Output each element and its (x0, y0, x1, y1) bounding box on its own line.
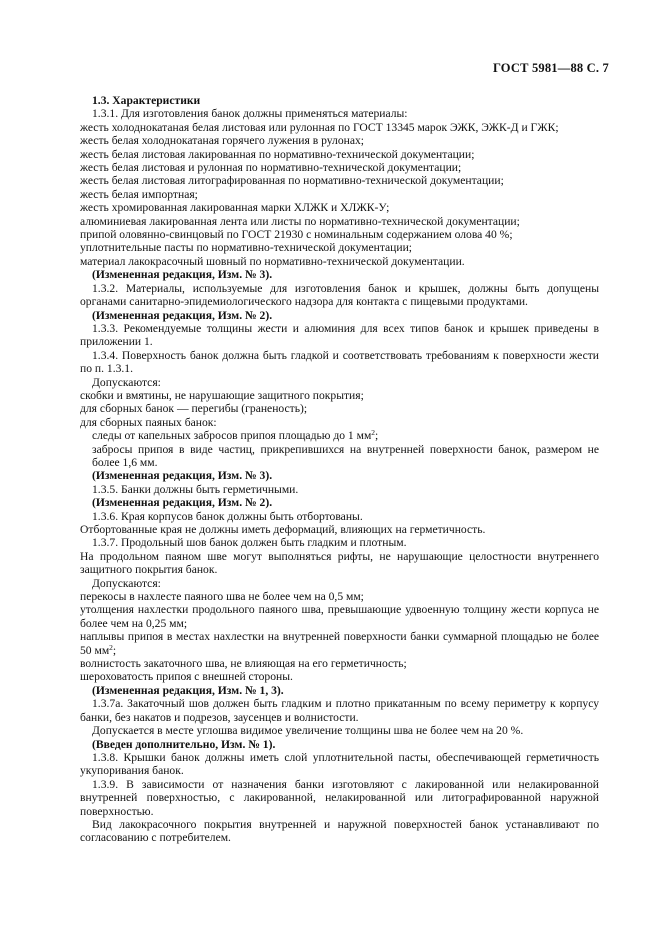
material-item: жесть холоднокатаная белая листовая или рулонная по ГОСТ 13345 марок ЭЖК, ЭЖК-Д и ГЖК; (80, 120, 559, 134)
material-item: жесть белая листовая и рулонная по нормативно-технической документации; (80, 161, 462, 175)
material-item: припой оловянно-свинцовый по ГОСТ 21930 с номинальным содержанием олова 40 %; (80, 228, 513, 242)
clause-1-3-6: 1.3.6. Края корпусов банок должны быть отбортованы. (92, 509, 363, 523)
amendment-note: (Введен дополнительно, Изм. № 1). (92, 737, 276, 751)
allowance-text: следы от капельных забросов припоя площадью до 1 мм (92, 429, 372, 443)
allowance-item: для сборных банок — перегибы (граненость); (80, 402, 308, 416)
allowed-label: Допускаются: (92, 576, 161, 590)
clause-1-3-1: 1.3.1. Для изготовления банок должны применяться материалы: (92, 107, 408, 121)
clause-1-3-5: 1.3.5. Банки должны быть герметичными. (92, 482, 299, 496)
amendment-note: (Измененная редакция, Изм. № 3). (92, 268, 273, 282)
clause-1-3-4: 1.3.4. Поверхность банок должна быть гладкой и соответствовать требованиям к поверхности жести по п. 1.3.1. (80, 348, 599, 376)
allowance-subitem: забросы припоя в виде частиц, прикрепившихся на внутренней поверхности банок, размером не более 1,6 мм. (92, 442, 599, 469)
allowance-text: наплывы припоя в местах нахлестки на внутренней поверхности банки суммарной площадью не более 50 мм (80, 630, 599, 657)
superscript: 2 (371, 428, 376, 438)
clause-1-3-8: 1.3.8. Крышки банок должны иметь слой уплотнительной пасты, обеспечивающей герметичность укупоривания банок. (80, 750, 599, 778)
clause-1-3-7a: 1.3.7а. Закаточный шов должен быть гладким и плотно прикатанным по всему периметру к корпусу банки, без накатов и подрезов, заусенцев и волнистости. (80, 697, 599, 724)
allowance-item: волнистость закаточного шва, не влияющая на его герметичность; (80, 657, 407, 671)
material-item: материал лакокрасочный шовный по нормативно-технической документации. (80, 254, 465, 268)
allowance-subitem (80, 429, 599, 442)
amendment-note: (Измененная редакция, Изм. № 2). (92, 308, 273, 322)
clause-1-3-2: 1.3.2. Материалы, используемые для изготовления банок и крышек, должны быть допущены органами санитарно-эпидемиологического надзора для контакта с пищевыми продуктами. (80, 281, 599, 309)
material-item: уплотнительные пасты по нормативно-технической документации; (80, 241, 413, 255)
allowance-text: ; (375, 429, 379, 443)
allowance-text: ; (112, 643, 117, 657)
allowance-item: утолщения нахлестки продольного паяного шва, превышающие удвоенную толщину жести корпуса не более чем на 0,25 мм; (80, 603, 599, 630)
page-header: ГОСТ 5981—88 С. 7 (492, 61, 609, 75)
clause-1-3-7: 1.3.7. Продольный шов банок должен быть гладким и плотным. (92, 536, 407, 550)
material-item: алюминиевая лакированная лента или листы по нормативно-технической документации; (80, 214, 520, 228)
clause-text: На продольном паяном шве могут выполняться рифты, не нарушающие целостности внутреннего защитного покрытия банок. (80, 549, 599, 577)
material-item: жесть белая листовая лакированная по нормативно-технической документации; (80, 147, 475, 161)
allowance-item: для сборных паяных банок: (80, 415, 217, 429)
amendment-note: (Измененная редакция, Изм. № 1, 3). (92, 683, 284, 697)
material-item: жесть хромированная лакированная марки ХЛЖК и ХЛЖК-У; (80, 201, 390, 215)
section-heading: 1.3. Характеристики (92, 94, 201, 107)
allowed-label: Допускаются: (92, 375, 161, 389)
allowance-item: шероховатость припоя с внешней стороны. (80, 670, 293, 684)
clause-1-3-9: 1.3.9. В зависимости от назначения банки изготовляют с лакированной или нелакированной внутренней поверхностью, с лакированной, нелакированной или литографированной наружной поверхностью. (80, 777, 599, 818)
clause-text: Вид лакокрасочного покрытия внутренней и наружной поверхностей банок устанавливают по согласованию с потребителем. (80, 817, 599, 845)
allowance-item: перекосы в нахлесте паяного шва не более чем на 0,5 мм; (80, 590, 364, 604)
allowance-item (80, 630, 599, 657)
amendment-note: (Измененная редакция, Изм. № 3). (92, 469, 273, 483)
section-content (80, 94, 599, 845)
allowance-item: скобки и вмятины, не нарушающие защитного покрытия; (80, 388, 364, 402)
amendment-note: (Измененная редакция, Изм. № 2). (92, 496, 273, 510)
material-item: жесть белая листовая литографированная по нормативно-технической документации; (80, 174, 504, 188)
materials-list (80, 121, 599, 268)
superscript: 2 (109, 642, 113, 652)
clause-text: Допускается в месте углошва видимое увеличение толщины шва не более чем на 20 %. (92, 724, 524, 738)
material-item: жесть белая импортная; (80, 187, 198, 201)
material-item: жесть белая холоднокатаная горячего лужения в рулонах; (80, 134, 364, 148)
clause-1-3-3: 1.3.3. Рекомендуемые толщины жести и алюминия для всех типов банок и крышек приведены в приложении 1. (80, 321, 599, 349)
clause-text: Отбортованные края не должны иметь деформаций, влияющих на герметичность. (80, 523, 486, 536)
